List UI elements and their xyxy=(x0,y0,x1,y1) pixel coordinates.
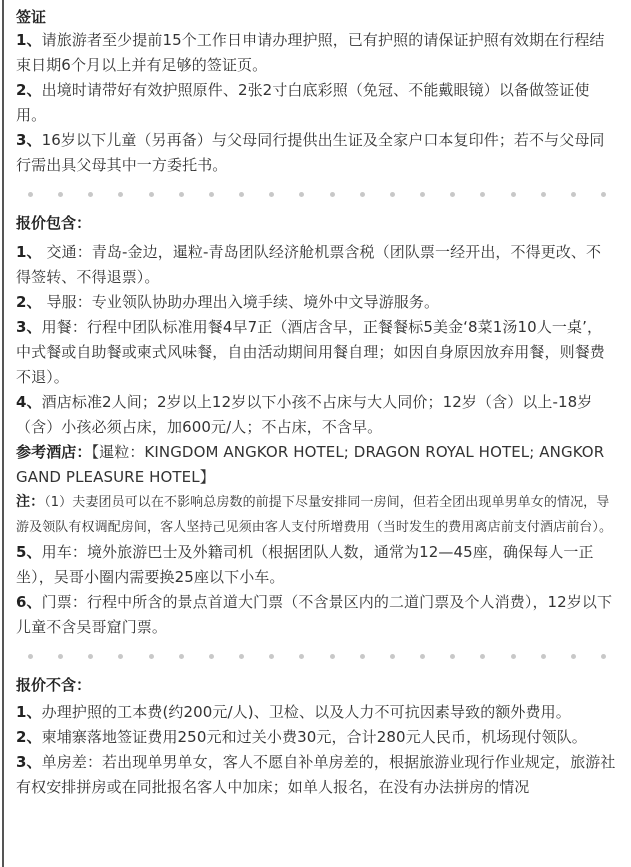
item-number: 4、 xyxy=(16,393,42,411)
item-number: 6、 xyxy=(16,593,42,611)
item-number: 1、 xyxy=(16,243,42,261)
included-item-3 xyxy=(16,315,616,390)
note-text: （1）夫妻团员可以在不影响总房数的前提下尽量安排同一房间，但若全团出现单男单女的情况，导游及领队有权调配房间，客人坚持己见须由客人支付所增费用（当时发生的费用离店前支付酒店前台）。 xyxy=(16,495,613,535)
excluded-item-2 xyxy=(16,725,616,750)
item-text: 出境时请带好有效护照原件、2张2寸白底彩照（免冠、不能戴眼镜）以备做签证使用。 xyxy=(16,81,590,124)
item-text: 单房差：若出现单男单女，客人不愿自补单房差的，根据旅游业现行作业规定，旅游社有权安排拼房或在同批报名客人中加床；如单人报名，在没有办法拼房的情况 xyxy=(16,753,616,796)
dotted-divider xyxy=(16,184,616,204)
item-text: 办理护照的工本费(约200元/人)、卫检、以及人力不可抗因素导致的额外费用。 xyxy=(41,703,571,721)
item-text: 用车：境外旅游巴士及外籍司机（根据团队人数，通常为12—45座，确保每人一正坐），吴哥小圈内需要换25座以下小车。 xyxy=(16,543,594,586)
excluded-item-1 xyxy=(16,700,616,725)
item-number: 5、 xyxy=(16,543,42,561)
item-number: 3、 xyxy=(16,753,42,771)
included-item-2 xyxy=(16,290,616,315)
item-number: 3、 xyxy=(16,318,42,336)
visa-item-1 xyxy=(16,28,616,78)
item-text: 柬埔寨落地签证费用250元和过关小费30元，合计280元人民币，机场现付领队。 xyxy=(41,728,587,746)
included-item-5 xyxy=(16,540,616,590)
item-text: 16岁以下儿童（另再备）与父母同行提供出生证及全家户口本复印件；若不与父母同行需出具父母其中一方委托书。 xyxy=(16,131,605,174)
item-text: 酒店标准2人间；2岁以上12岁以下小孩不占床与大人同价；12岁（含）以上-18岁（含）小孩必须占床，加600元/人；不占床，不含早。 xyxy=(16,393,593,436)
hotels-text: 【暹粒：KINGDOM ANGKOR HOTEL; DRAGON ROYAL HOTEL; ANGKOR GAND PLEASURE HOTEL】 xyxy=(16,443,605,486)
item-number: 2、 xyxy=(16,293,42,311)
dotted-divider xyxy=(16,646,616,666)
item-number: 1、 xyxy=(16,703,42,721)
item-text: 请旅游者至少提前15个工作日申请办理护照，已有护照的请保证护照有效期在行程结束日期6个月以上并有足够的签证页。 xyxy=(16,31,605,74)
item-number: 2、 xyxy=(16,81,42,99)
left-border-rule xyxy=(2,0,4,867)
item-number: 2、 xyxy=(16,728,42,746)
visa-item-2 xyxy=(16,78,616,128)
visa-heading: 签证 xyxy=(16,8,47,26)
item-text: 门票：行程中所含的景点首道大门票（不含景区内的二道门票及个人消费），12岁以下儿童不含吴哥窟门票。 xyxy=(16,593,613,636)
item-text: 交通：青岛-金边，暹粒-青岛团队经济舱机票含税（团队票一经开出，不得更改、不得签转、不得退票）。 xyxy=(16,243,602,286)
item-text: 用餐：行程中团队标准用餐4早7正（酒店含早，正餐餐标5美金‘8菜1汤10人一桌’，中式餐或自助餐或柬式风味餐，自由活动期间用餐自理；如因自身原因放弃用餐，则餐费不退）。 xyxy=(16,318,605,386)
included-heading: 报价包含： xyxy=(16,214,92,232)
reference-hotels xyxy=(16,440,616,490)
excluded-heading: 报价不含： xyxy=(16,676,92,694)
visa-item-3 xyxy=(16,128,616,178)
travel-info-document xyxy=(16,6,616,800)
room-note xyxy=(16,490,616,540)
item-number: 3、 xyxy=(16,131,42,149)
item-text: 导服：专业领队协助办理出入境手续、境外中文导游服务。 xyxy=(41,293,440,311)
item-number: 1、 xyxy=(16,31,42,49)
note-label: 注： xyxy=(16,494,45,510)
included-item-6 xyxy=(16,590,616,640)
included-item-1 xyxy=(16,240,616,290)
hotels-label: 参考酒店： xyxy=(16,443,92,461)
excluded-item-3 xyxy=(16,750,616,800)
included-item-4 xyxy=(16,390,616,440)
